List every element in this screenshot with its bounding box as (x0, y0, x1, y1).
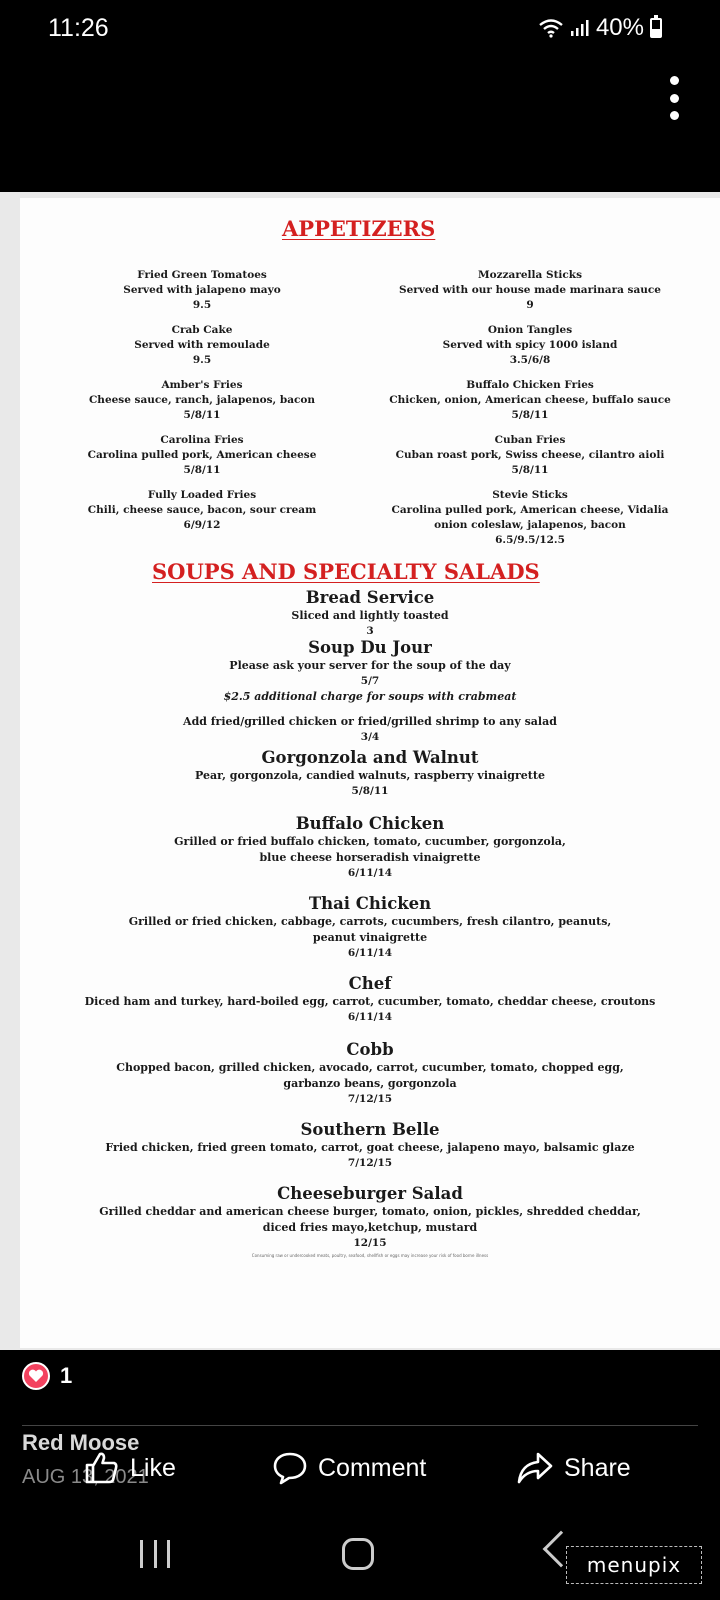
comment-icon (272, 1451, 308, 1485)
like-label: Like (130, 1453, 176, 1482)
menu-item: Buffalo Chicken Fries Chicken, onion, American cheese, buffalo sauce 5/8/11 (389, 379, 671, 421)
menu-item: Crab Cake Served with remoulade 9.5 (134, 324, 270, 366)
like-button[interactable] (84, 1448, 176, 1488)
action-bar (0, 1448, 720, 1498)
appetizers-heading: APPETIZERS (282, 216, 436, 241)
menu-item: Onion Tangles Served with spicy 1000 island 3.5/6/8 (442, 324, 618, 366)
soups-salads-heading: SOUPS AND SPECIALTY SALADS (152, 559, 540, 584)
menu-item-thai: Thai Chicken Grilled or fried chicken, cabbage, carrots, cucumbers, fresh cilantro, peanuts, peanut vinaigrette 6/11/14 (128, 894, 612, 959)
battery-icon (650, 18, 662, 38)
menu-item-cobb: Cobb Chopped bacon, grilled chicken, avocado, carrot, cucumber, tomato, chopped egg, garbanzo beans, gorgonzola 7/12/15 (116, 1040, 624, 1105)
watermark-logo: menupix (566, 1546, 702, 1584)
menu-item: Carolina Fries Carolina pulled pork, American cheese 5/8/11 (87, 434, 317, 476)
menu-item-bread: Bread Service Sliced and lightly toasted 3 (291, 588, 449, 637)
menu-addon: Add fried/grilled chicken or fried/grilled shrimp to any salad 3/4 (183, 715, 557, 743)
caption-date: AUG 13, 2021 (22, 1466, 149, 1488)
divider (22, 1425, 698, 1426)
menu-item: Amber's Fries Cheese sauce, ranch, jalapenos, bacon 5/8/11 (88, 379, 316, 421)
more-options-icon[interactable] (664, 76, 684, 120)
home-icon[interactable] (342, 1538, 374, 1570)
share-icon (516, 1451, 554, 1485)
comment-label: Comment (318, 1453, 427, 1482)
reaction-count: 1 (60, 1363, 73, 1388)
comment-button[interactable] (272, 1448, 426, 1488)
thumbs-up-icon (84, 1451, 120, 1485)
menu-item-gorgonzola: Gorgonzola and Walnut Pear, gorgonzola, candied walnuts, raspberry vinaigrette 5/8/11 (195, 748, 545, 797)
signal-icon (570, 19, 590, 37)
menu-item: Stevie Sticks Carolina pulled pork, American cheese, Vidalia onion coleslaw, jalapenos, bacon 6.5/9.5/12.5 (391, 489, 669, 546)
menu-item-buffalo: Buffalo Chicken Grilled or fried buffalo chicken, tomato, cucumber, gorgonzola, blue cheese horseradish vinaigrette 6/11/14 (174, 814, 566, 879)
menu-item: Fully Loaded Fries Chili, cheese sauce, bacon, sour cream 6/9/12 (87, 489, 317, 531)
menu-item-southern-belle: Southern Belle Fried chicken, fried green tomato, carrot, goat cheese, jalapeno mayo, balsamic glaze 7/12/15 (105, 1120, 635, 1169)
clock: 11:26 (48, 14, 109, 42)
menu-item-soup: Soup Du Jour Please ask your server for the soup of the day 5/7 $2.5 additional charge for soups with crabmeat (223, 638, 517, 703)
menu-item-cheeseburger: Cheeseburger Salad Grilled cheddar and american cheese burger, tomato, onion, pickles, shredded cheddar, diced fries mayo,ketchup, mustard 12/15 (99, 1184, 641, 1249)
share-button[interactable] (516, 1448, 631, 1488)
wifi-icon (538, 18, 564, 38)
battery-level: 40% (595, 14, 644, 41)
caption-title: Red Moose (22, 1430, 140, 1455)
menu-item-chef: Chef Diced ham and turkey, hard-boiled egg, carrot, cucumber, tomato, cheddar cheese, croutons 6/11/14 (84, 974, 656, 1023)
share-label: Share (564, 1453, 631, 1482)
menu-item: Mozzarella Sticks Served with our house made marinara sauce 9 (399, 269, 661, 311)
status-bar (0, 0, 720, 62)
recent-apps-icon[interactable] (140, 1540, 170, 1568)
menu-page (20, 198, 720, 1348)
menu-item: Cuban Fries Cuban roast pork, Swiss cheese, cilantro aioli 5/8/11 (395, 434, 665, 476)
menu-item: Fried Green Tomatoes Served with jalapeno mayo 9.5 (123, 269, 281, 311)
reactions-summary[interactable] (22, 1362, 72, 1390)
heart-icon (22, 1362, 50, 1390)
fine-print: Consuming raw or undercooked meats, poultry, seafood, shellfish or eggs may increase your risk of food borne illness (251, 1253, 489, 1258)
status-icons (538, 14, 662, 42)
